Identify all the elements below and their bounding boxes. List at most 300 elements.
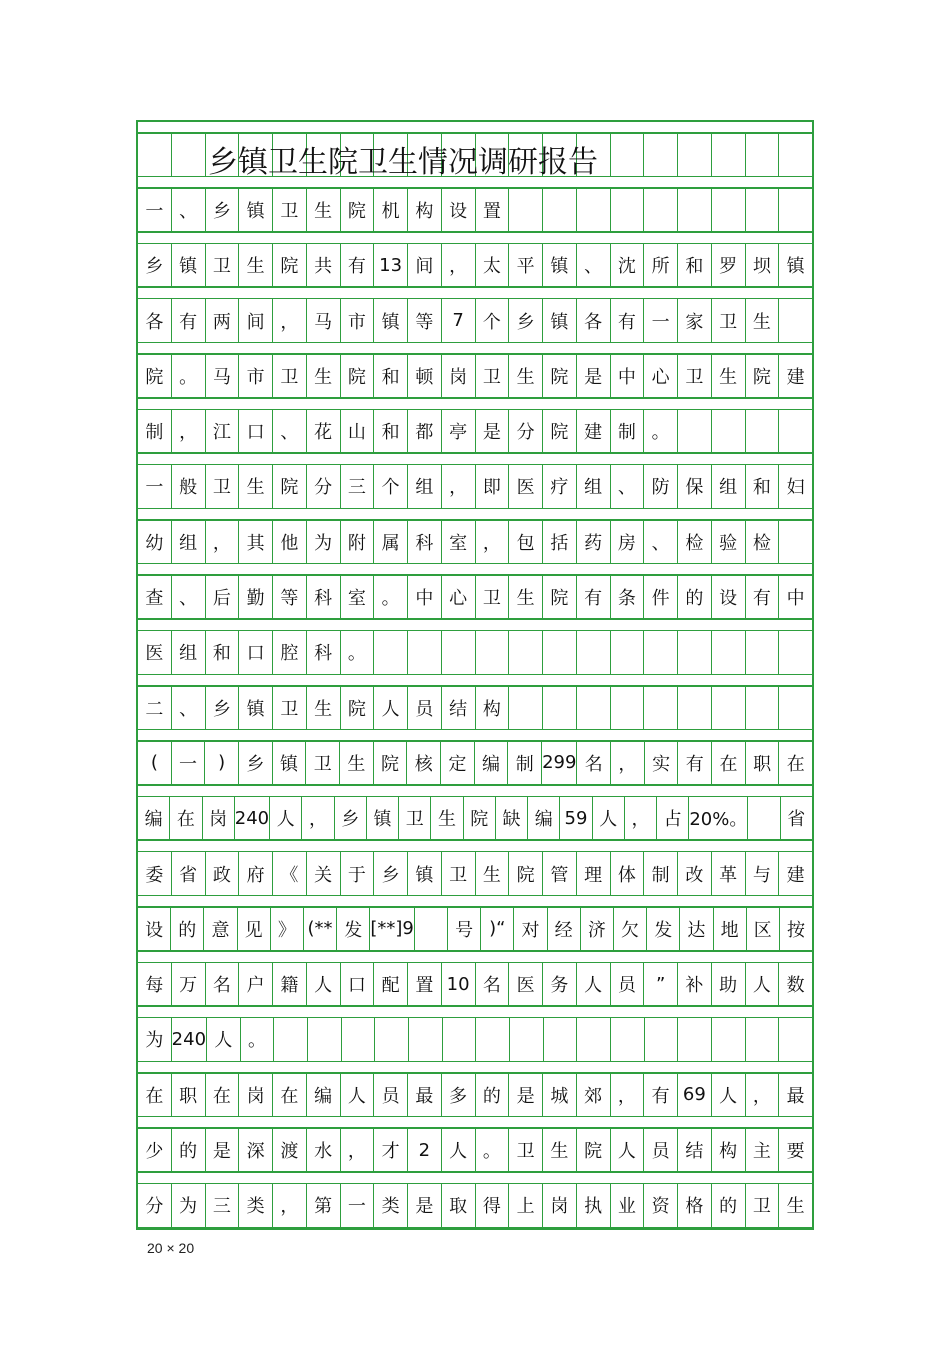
grid-cell: 人 bbox=[442, 1127, 476, 1172]
grid-cell: 房 bbox=[611, 519, 645, 564]
grid-cell: 编 bbox=[528, 796, 560, 841]
grid-cell bbox=[746, 1017, 780, 1062]
grid-cell: 省 bbox=[787, 809, 806, 831]
text-row bbox=[138, 353, 812, 398]
text-row bbox=[138, 464, 812, 509]
grid-cell: 编 bbox=[307, 1072, 341, 1117]
row-line bbox=[138, 286, 812, 288]
grid-cell: 卫 bbox=[206, 243, 240, 288]
row-line bbox=[138, 1227, 812, 1229]
grid-cell: 镇 bbox=[273, 740, 307, 785]
row-line bbox=[138, 1183, 812, 1185]
grid-cell: 的 bbox=[712, 1183, 746, 1228]
grid-cell: 发 bbox=[647, 906, 680, 951]
grid-cell bbox=[779, 1017, 812, 1062]
grid-cell: 构 bbox=[408, 187, 442, 232]
row-line bbox=[138, 563, 812, 565]
grid-cell: 实 bbox=[645, 740, 679, 785]
grid-cell: 在 bbox=[273, 1072, 307, 1117]
grid-cell: ， bbox=[172, 409, 206, 454]
grid-cell: 59 bbox=[560, 796, 592, 841]
grid-cell: 中 bbox=[408, 574, 442, 619]
grid-cell: 编 bbox=[138, 796, 170, 841]
grid-cell: 顿 bbox=[408, 353, 442, 398]
grid-cell: 三 bbox=[206, 1183, 240, 1228]
grid-cell: 岗 bbox=[203, 796, 235, 841]
grid-cell: 有 bbox=[577, 574, 611, 619]
text-row bbox=[138, 906, 812, 951]
grid-cell: 结 bbox=[678, 1127, 712, 1172]
grid-cell: 有 bbox=[341, 243, 375, 288]
grid-cell: 江 bbox=[206, 409, 240, 454]
row-line bbox=[138, 176, 812, 178]
grid-cell: 少 bbox=[138, 1127, 172, 1172]
grid-cell: 号 bbox=[448, 906, 481, 951]
row-line bbox=[138, 452, 812, 454]
row-line bbox=[138, 1116, 812, 1118]
grid-cell: 关 bbox=[307, 851, 341, 896]
grid-cell bbox=[712, 685, 746, 730]
grid-cell bbox=[779, 519, 812, 564]
grid-cell bbox=[273, 132, 307, 177]
grid-cell: 名 bbox=[577, 740, 611, 785]
row-line bbox=[138, 574, 812, 576]
row-line bbox=[138, 950, 812, 952]
grid-cell: 条 bbox=[611, 574, 645, 619]
grid-cell: 括 bbox=[543, 519, 577, 564]
grid-cell bbox=[678, 685, 712, 730]
grid-cell: 一 bbox=[341, 1183, 375, 1228]
row-line bbox=[138, 353, 812, 355]
grid-cell bbox=[712, 1017, 746, 1062]
text-row bbox=[138, 574, 812, 619]
grid-cell: 欠 bbox=[614, 906, 647, 951]
grid-cell: 院 bbox=[509, 851, 543, 896]
grid-cell: 院 bbox=[543, 574, 577, 619]
grid-cell: 保 bbox=[678, 464, 712, 509]
grid-cell: 、 bbox=[172, 574, 206, 619]
grid-cell bbox=[712, 132, 746, 177]
grid-cell: 个 bbox=[374, 464, 408, 509]
grid-cell: 件 bbox=[644, 574, 678, 619]
grid-cell: 。 bbox=[476, 1127, 510, 1172]
grid-cell bbox=[415, 906, 448, 951]
grid-cell: 乡 bbox=[206, 685, 240, 730]
row-line bbox=[138, 1017, 812, 1019]
row-line bbox=[138, 740, 812, 742]
grid-cell: 医 bbox=[509, 464, 543, 509]
grid-cell: 和 bbox=[374, 409, 408, 454]
row-line bbox=[138, 409, 812, 411]
grid-cell: 平 bbox=[509, 243, 543, 288]
grid-cell: 组 bbox=[712, 464, 746, 509]
grid-cell bbox=[476, 1017, 510, 1062]
grid-cell: 政 bbox=[206, 851, 240, 896]
grid-cell bbox=[712, 630, 746, 675]
grid-cell: 水 bbox=[307, 1127, 341, 1172]
grid-cell: 达 bbox=[680, 906, 713, 951]
grid-cell: 科 bbox=[408, 519, 442, 564]
grid-cell: 对 bbox=[514, 906, 547, 951]
grid-cell: 院 bbox=[374, 740, 408, 785]
grid-cell: 的 bbox=[171, 906, 204, 951]
grid-cell bbox=[543, 630, 577, 675]
grid-cell: 三 bbox=[341, 464, 375, 509]
grid-cell: 郊 bbox=[577, 1072, 611, 1117]
grid-cell: 缺 bbox=[496, 796, 528, 841]
grid-cell bbox=[476, 630, 510, 675]
grid-cell: 生 bbox=[786, 1196, 805, 1218]
grid-cell: 室 bbox=[341, 574, 375, 619]
grid-cell: 属 bbox=[374, 519, 408, 564]
grid-cell bbox=[644, 685, 678, 730]
grid-cell: 太 bbox=[476, 243, 510, 288]
grid-cell: ， bbox=[611, 740, 645, 785]
grid-cell: 省 bbox=[172, 851, 206, 896]
grid-cell: 生 bbox=[307, 353, 341, 398]
grid-cell: 有 bbox=[746, 574, 780, 619]
grid-cell: 名 bbox=[476, 962, 510, 1007]
grid-cell: 防 bbox=[644, 464, 678, 509]
grid-cell: 在 bbox=[138, 1072, 172, 1117]
grid-cell: 、 bbox=[172, 685, 206, 730]
grid-cell: 籍 bbox=[273, 962, 307, 1007]
grid-cell: 配 bbox=[374, 962, 408, 1007]
grid-cell: 乡 bbox=[206, 187, 240, 232]
row-line bbox=[138, 674, 812, 676]
grid-cell bbox=[611, 187, 645, 232]
grid-cell: 和 bbox=[746, 464, 780, 509]
grid-cell: 沈 bbox=[611, 243, 645, 288]
grid-cell: 生 bbox=[307, 187, 341, 232]
grid-cell: 取 bbox=[442, 1183, 476, 1228]
grid-cell: 最 bbox=[408, 1072, 442, 1117]
grid-cell: 是 bbox=[408, 1183, 442, 1228]
grid-cell: 20%。 bbox=[689, 796, 748, 841]
grid-cell bbox=[509, 187, 543, 232]
text-row bbox=[138, 187, 812, 232]
grid-cell bbox=[374, 630, 408, 675]
text-row bbox=[138, 1072, 812, 1117]
grid-cell: 间 bbox=[239, 298, 273, 343]
grid-cell: 置 bbox=[408, 962, 442, 1007]
grid-cell: ， bbox=[273, 1183, 307, 1228]
grid-cell: 镇 bbox=[786, 256, 805, 278]
grid-cell: 置 bbox=[476, 187, 510, 232]
grid-cell: 间 bbox=[408, 243, 442, 288]
grid-cell: 。 bbox=[172, 353, 206, 398]
grid-cell bbox=[611, 685, 645, 730]
grid-cell: 镇 bbox=[543, 298, 577, 343]
row-line bbox=[138, 1005, 812, 1007]
grid-cell: 查 bbox=[138, 574, 172, 619]
grid-cell: 为 bbox=[172, 1183, 206, 1228]
grid-cell: 分 bbox=[509, 409, 543, 454]
grid-cell bbox=[443, 1017, 477, 1062]
grid-cell: 构 bbox=[712, 1127, 746, 1172]
grid-cell: 设 bbox=[442, 187, 476, 232]
grid-cell: 体 bbox=[611, 851, 645, 896]
grid-cell: 都 bbox=[408, 409, 442, 454]
row-line bbox=[138, 397, 812, 399]
grid-cell bbox=[577, 685, 611, 730]
grid-cell: 深 bbox=[239, 1127, 273, 1172]
grid-cell: [**]9 bbox=[370, 906, 415, 951]
grid-cell: 人 bbox=[374, 685, 408, 730]
row-line bbox=[138, 906, 812, 908]
text-row bbox=[138, 851, 812, 896]
grid-cell: )“ bbox=[481, 906, 514, 951]
grid-cell: 是 bbox=[509, 1072, 543, 1117]
grid-cell: 卫 bbox=[306, 740, 340, 785]
row-line bbox=[138, 851, 812, 853]
grid-cell bbox=[172, 132, 206, 177]
grid-cell: 共 bbox=[307, 243, 341, 288]
grid-cell: 结 bbox=[442, 685, 476, 730]
row-line bbox=[138, 519, 812, 521]
row-line bbox=[138, 342, 812, 344]
text-row bbox=[138, 685, 812, 730]
grid-cell: 和 bbox=[206, 630, 240, 675]
grid-cell: 卫 bbox=[712, 298, 746, 343]
grid-cell: ， bbox=[476, 519, 510, 564]
text-row bbox=[138, 740, 812, 785]
grid-cell bbox=[678, 132, 712, 177]
grid-cell bbox=[577, 630, 611, 675]
grid-cell: 经 bbox=[548, 906, 581, 951]
grid-cell: 机 bbox=[374, 187, 408, 232]
grid-cell bbox=[779, 630, 812, 675]
grid-cell bbox=[746, 187, 780, 232]
grid-cell: 2 bbox=[408, 1127, 442, 1172]
grid-cell: 人 bbox=[577, 962, 611, 1007]
grid-cell bbox=[644, 630, 678, 675]
grid-cell: 为 bbox=[307, 519, 341, 564]
row-line bbox=[138, 618, 812, 620]
grid-cell: 卫 bbox=[509, 1127, 543, 1172]
grid-cell: 占 bbox=[657, 796, 689, 841]
grid-cell: 两 bbox=[206, 298, 240, 343]
grid-cell: 于 bbox=[341, 851, 375, 896]
grid-cell: 定 bbox=[441, 740, 475, 785]
grid-cell: 乡 bbox=[374, 851, 408, 896]
grid-cell: 马 bbox=[206, 353, 240, 398]
grid-cell bbox=[543, 685, 577, 730]
grid-cell: 建 bbox=[577, 409, 611, 454]
grid-cell: 13 bbox=[374, 243, 408, 288]
grid-cell: 医 bbox=[138, 630, 172, 675]
grid-cell: 。 bbox=[241, 1017, 275, 1062]
grid-cell: 生 bbox=[340, 740, 374, 785]
grid-cell: 万 bbox=[172, 962, 206, 1007]
grid-cell bbox=[779, 685, 812, 730]
grid-cell: 岗 bbox=[543, 1183, 577, 1228]
grid-cell: 和 bbox=[678, 243, 712, 288]
grid-cell bbox=[543, 132, 577, 177]
grid-cell: 。 bbox=[341, 630, 375, 675]
grid-cell: 为 bbox=[138, 1017, 172, 1062]
grid-cell bbox=[577, 187, 611, 232]
grid-cell bbox=[746, 630, 780, 675]
row-line bbox=[138, 729, 812, 731]
grid-cell bbox=[307, 132, 341, 177]
grid-cell: 乡 bbox=[509, 298, 543, 343]
text-row bbox=[138, 298, 812, 343]
grid-cell: 分 bbox=[307, 464, 341, 509]
grid-cell: 才 bbox=[374, 1127, 408, 1172]
grid-cell: 生 bbox=[712, 353, 746, 398]
grid-cell: 在 bbox=[170, 796, 202, 841]
grid-cell: 在 bbox=[786, 753, 805, 775]
grid-cell: 生 bbox=[307, 685, 341, 730]
grid-cell bbox=[442, 132, 476, 177]
grid-cell: 、 bbox=[611, 464, 645, 509]
grid-cell: (** bbox=[304, 906, 337, 951]
grid-cell: 花 bbox=[307, 409, 341, 454]
grid-cell: 生 bbox=[746, 298, 780, 343]
grid-cell: 济 bbox=[581, 906, 614, 951]
grid-cell bbox=[611, 132, 645, 177]
grid-cell: ， bbox=[341, 1127, 375, 1172]
text-row bbox=[138, 243, 812, 288]
grid-cell bbox=[748, 796, 780, 841]
grid-cell: 渡 bbox=[273, 1127, 307, 1172]
grid-cell: 革 bbox=[712, 851, 746, 896]
grid-cell: 人 bbox=[593, 796, 625, 841]
grid-cell: 》 bbox=[271, 906, 304, 951]
grid-cell bbox=[746, 409, 780, 454]
grid-cell bbox=[274, 1017, 308, 1062]
grid-cell: 员 bbox=[644, 1127, 678, 1172]
grid-cell: 科 bbox=[307, 574, 341, 619]
grid-cell bbox=[408, 132, 442, 177]
grid-cell bbox=[644, 187, 678, 232]
grid-cell: 生 bbox=[431, 796, 463, 841]
grid-cell: 人 bbox=[207, 1017, 241, 1062]
grid-cell: 卫 bbox=[476, 353, 510, 398]
grid-cell: 人 bbox=[712, 1072, 746, 1117]
row-line bbox=[138, 895, 812, 897]
grid-cell: 补 bbox=[678, 962, 712, 1007]
grid-cell: 制 bbox=[138, 409, 172, 454]
grid-cell bbox=[442, 630, 476, 675]
grid-cell: 即 bbox=[476, 464, 510, 509]
grid-cell: 在 bbox=[712, 740, 746, 785]
grid-cell bbox=[712, 187, 746, 232]
grid-cell: 人 bbox=[270, 796, 302, 841]
grid-cell: 心 bbox=[644, 353, 678, 398]
grid-cell bbox=[577, 1017, 611, 1062]
grid-cell bbox=[375, 1017, 409, 1062]
grid-cell: 资 bbox=[644, 1183, 678, 1228]
grid-cell bbox=[611, 630, 645, 675]
grid-cell: 卫 bbox=[678, 353, 712, 398]
grid-cell: 编 bbox=[475, 740, 509, 785]
grid-cell: 生 bbox=[509, 574, 543, 619]
grid-cell: 山 bbox=[341, 409, 375, 454]
grid-cell: 岗 bbox=[239, 1072, 273, 1117]
grid-cell: ， bbox=[442, 243, 476, 288]
grid-cell: 腔 bbox=[273, 630, 307, 675]
grid-cell: 验 bbox=[712, 519, 746, 564]
grid-cell: 职 bbox=[746, 740, 780, 785]
grid-cell: 市 bbox=[239, 353, 273, 398]
grid-cell bbox=[678, 187, 712, 232]
grid-cell: 他 bbox=[273, 519, 307, 564]
grid-cell: 的 bbox=[476, 1072, 510, 1117]
grid-cell bbox=[509, 630, 543, 675]
grid-cell: 组 bbox=[172, 630, 206, 675]
grid-cell: ， bbox=[746, 1072, 780, 1117]
grid-cell: 助 bbox=[712, 962, 746, 1007]
grid-cell: 名 bbox=[206, 962, 240, 1007]
grid-cell: 、 bbox=[577, 243, 611, 288]
text-row bbox=[138, 962, 812, 1007]
grid-cell: 等 bbox=[273, 574, 307, 619]
grid-cell: ， bbox=[302, 796, 334, 841]
grid-cell: 299 bbox=[542, 740, 577, 785]
grid-cell bbox=[779, 409, 812, 454]
grid-cell: 镇 bbox=[367, 796, 399, 841]
row-line bbox=[138, 508, 812, 510]
grid-cell: ， bbox=[611, 1072, 645, 1117]
grid-cell: 镇 bbox=[172, 243, 206, 288]
grid-cell: 个 bbox=[476, 298, 510, 343]
grid-cell: 般 bbox=[172, 464, 206, 509]
grid-cell: 上 bbox=[509, 1183, 543, 1228]
grid-cell: 最 bbox=[786, 1085, 805, 1107]
grid-cell bbox=[138, 132, 172, 177]
grid-cell: 建 bbox=[786, 366, 805, 388]
row-line bbox=[138, 962, 812, 964]
grid-cell: 各 bbox=[577, 298, 611, 343]
grid-cell bbox=[308, 1017, 342, 1062]
row-line bbox=[138, 243, 812, 245]
grid-cell: 员 bbox=[374, 1072, 408, 1117]
grid-cell: 按 bbox=[786, 919, 805, 941]
grid-cell: 制 bbox=[644, 851, 678, 896]
grid-cell: 一 bbox=[138, 187, 172, 232]
grid-cell bbox=[342, 1017, 376, 1062]
grid-cell: 镇 bbox=[408, 851, 442, 896]
grid-cell: 主 bbox=[746, 1127, 780, 1172]
grid-cell: 卫 bbox=[442, 851, 476, 896]
grid-cell: 生 bbox=[509, 353, 543, 398]
grid-cell: 与 bbox=[746, 851, 780, 896]
grid-cell: 包 bbox=[509, 519, 543, 564]
grid-cell: 。 bbox=[374, 574, 408, 619]
grid-cell bbox=[779, 187, 812, 232]
grid-cell: 构 bbox=[476, 685, 510, 730]
grid-cell: 院 bbox=[341, 353, 375, 398]
grid-cell: 要 bbox=[786, 1141, 805, 1163]
grid-cell: 执 bbox=[577, 1183, 611, 1228]
grid-cell: ， bbox=[206, 519, 240, 564]
grid-cell bbox=[779, 132, 812, 177]
grid-cell: 在 bbox=[206, 1072, 240, 1117]
grid-cell: 每 bbox=[138, 962, 172, 1007]
grid-cell: 的 bbox=[678, 574, 712, 619]
grid-cell: 医 bbox=[509, 962, 543, 1007]
grid-cell: 是 bbox=[206, 1127, 240, 1172]
grid-cell: ) bbox=[205, 740, 239, 785]
grid-cell: 发 bbox=[337, 906, 370, 951]
grid-cell: 一 bbox=[644, 298, 678, 343]
row-line bbox=[138, 796, 812, 798]
grid-cell bbox=[409, 1017, 443, 1062]
grid-cell: 卫 bbox=[273, 685, 307, 730]
grid-cell: 核 bbox=[407, 740, 441, 785]
